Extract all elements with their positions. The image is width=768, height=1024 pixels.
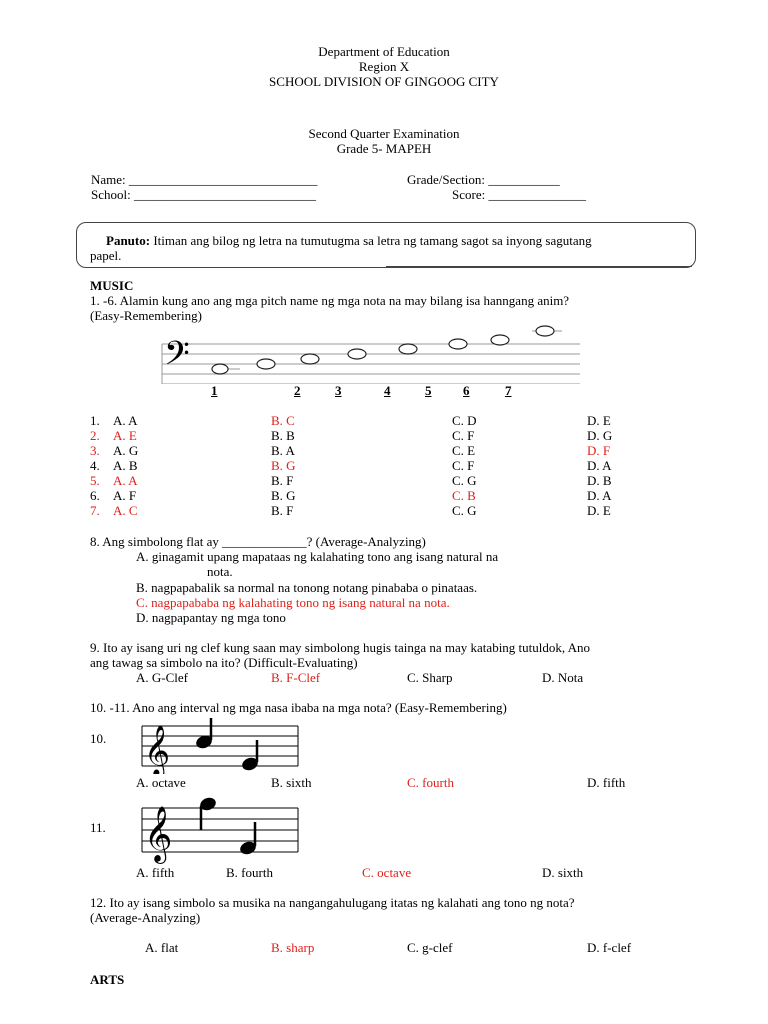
instructions-text <box>90 233 592 249</box>
question-10-11: 10. -11. Ano ang interval ng mga nasa ibaba na mga nota? (Easy-Remembering) <box>90 700 507 715</box>
answer-option-a: A. G <box>113 443 139 458</box>
answer-num: 5. <box>90 473 100 488</box>
answer-num: 1. <box>90 413 100 428</box>
answer-option-b: B. A <box>271 443 295 458</box>
answer-option-d: D. G <box>587 428 613 443</box>
answer-option-a: A. F <box>113 488 137 503</box>
note-8 <box>536 326 554 336</box>
answer-option-d: D. F <box>587 443 611 458</box>
answer-option-b: B. F <box>271 473 294 488</box>
treble-clef-icon: 𝄞 <box>144 808 173 861</box>
question-12-cont: (Average-Analyzing) <box>90 910 201 925</box>
grade-section-field: Grade/Section: ___________ <box>407 172 560 187</box>
music-heading: MUSIC <box>90 278 134 293</box>
treble-clef-icon: 𝄞 <box>144 726 171 774</box>
question-9-option-c: C. Sharp <box>407 670 453 685</box>
answer-option-c: C. E <box>452 443 476 458</box>
arts-heading: ARTS <box>90 972 125 987</box>
question-9-option-b: B. F-Clef <box>271 670 321 685</box>
question-11-option-d: D. sixth <box>542 865 584 880</box>
question-10-option-d: D. fifth <box>587 775 626 790</box>
answer-option-b: B. B <box>271 428 295 443</box>
answer-option-d: D. E <box>587 413 611 428</box>
question-1-6-level: (Easy-Remembering) <box>90 308 202 323</box>
staff-label: 4 <box>384 383 391 398</box>
answer-option-b: B. G <box>271 488 296 503</box>
answer-option-a: A. C <box>113 503 138 518</box>
answer-option-c: C. G <box>452 473 477 488</box>
question-12-option-d: D. f-clef <box>587 940 632 955</box>
answer-option-a: A. A <box>113 473 138 488</box>
answer-num: 2. <box>90 428 100 443</box>
instructions-body: Itiman ang bilog ng letra na tumutugma sa letra ng tamang sagot sa inyong sagutang <box>150 233 592 248</box>
school-field: School: ____________________________ <box>91 187 316 202</box>
answer-option-c: C. F <box>452 428 475 443</box>
staff-label: 3 <box>335 383 342 398</box>
question-10-number: 10. <box>90 731 107 746</box>
answer-option-c: C. B <box>452 488 476 503</box>
question-9-option-d: D. Nota <box>542 670 584 685</box>
question-10-option-b: B. sixth <box>271 775 312 790</box>
staff-label: 6 <box>463 383 470 398</box>
header-division: SCHOOL DIVISION OF GINGOOG CITY <box>269 74 499 89</box>
staff-label: 7 <box>505 383 512 398</box>
answer-num: 7. <box>90 503 100 518</box>
answer-option-a: A. E <box>113 428 137 443</box>
answer-option-b: B. G <box>271 458 296 473</box>
note-6 <box>449 339 467 349</box>
bass-clef-icon: 𝄢 <box>164 335 190 380</box>
question-1-6: 1. -6. Alamin kung ano ang mga pitch name ng mga nota na may bilang isa hanngang anim? <box>90 293 570 308</box>
instructions-underline <box>386 266 692 267</box>
answer-option-c: C. D <box>452 413 477 428</box>
question-8-option-b: B. nagpapabalik sa normal na tonong notang pinababa o pinataas. <box>136 580 478 595</box>
score-field: Score: _______________ <box>452 187 586 202</box>
answer-num: 6. <box>90 488 100 503</box>
question-8-option-a-cont: nota. <box>207 564 233 579</box>
instructions-body-2: papel. <box>90 248 122 263</box>
header-department: Department of Education <box>318 44 450 59</box>
note-4 <box>348 349 366 359</box>
answer-option-d: D. A <box>587 488 612 503</box>
note-5 <box>399 344 417 354</box>
note-2 <box>257 359 275 369</box>
question-12-option-c: C. g-clef <box>407 940 453 955</box>
answer-option-c: C. G <box>452 503 477 518</box>
question-12-option-b: B. sharp <box>271 940 315 955</box>
question-11-option-a: A. fifth <box>136 865 175 880</box>
question-8-option-a: A. ginagamit upang mapataas ng kalahating tono ang isang natural na <box>136 549 499 564</box>
name-field: Name: _____________________________ <box>91 172 318 187</box>
answer-option-d: D. E <box>587 503 611 518</box>
question-8-option-d: D. nagpapantay ng mga tono <box>136 610 286 625</box>
header-region: Region X <box>358 59 410 74</box>
bass-staff <box>160 322 584 384</box>
answer-option-c: C. F <box>452 458 475 473</box>
note-3 <box>301 354 319 364</box>
question-9: 9. Ito ay isang uri ng clef kung saan may simbolong hugis tainga na may katabing tutuldok, Ano <box>90 640 591 655</box>
question-10-option-c: C. fourth <box>407 775 454 790</box>
question-9-cont: ang tawag sa simbolo na ito? (Difficult-Evaluating) <box>90 655 358 670</box>
answer-option-a: A. B <box>113 458 138 473</box>
staff-label: 1 <box>211 383 218 398</box>
question-11-number: 11. <box>90 820 106 835</box>
staff-question-11 <box>140 796 300 866</box>
question-12: 12. Ito ay isang simbolo sa musika na nangangahulugang itatas ng kalahati ang tono ng nota? <box>90 895 575 910</box>
exam-title: Second Quarter Examination <box>308 126 460 141</box>
staff-label: 5 <box>425 383 432 398</box>
note-7 <box>491 335 509 345</box>
answer-option-d: D. B <box>587 473 612 488</box>
question-9-option-a: A. G-Clef <box>136 670 188 685</box>
staff-question-10 <box>140 716 300 774</box>
staff-label: 2 <box>294 383 301 398</box>
question-11-option-b: B. fourth <box>226 865 273 880</box>
question-10-option-a: A. octave <box>136 775 186 790</box>
answer-num: 4. <box>90 458 100 473</box>
answer-option-a: A. A <box>113 413 138 428</box>
answer-option-d: D. A <box>587 458 612 473</box>
answer-option-b: B. C <box>271 413 295 428</box>
question-11-option-c: C. octave <box>362 865 412 880</box>
note-1 <box>212 364 228 374</box>
question-8-option-c: C. nagpapababa ng kalahating tono ng isang natural na nota. <box>136 595 450 610</box>
answer-num: 3. <box>90 443 100 458</box>
answer-option-b: B. F <box>271 503 294 518</box>
question-12-option-a: A. flat <box>145 940 179 955</box>
exam-grade: Grade 5- MAPEH <box>336 141 432 156</box>
instructions-label: Panuto: <box>106 233 151 248</box>
question-8: 8. Ang simbolong flat ay _____________? (Average-Analyzing) <box>90 534 426 549</box>
